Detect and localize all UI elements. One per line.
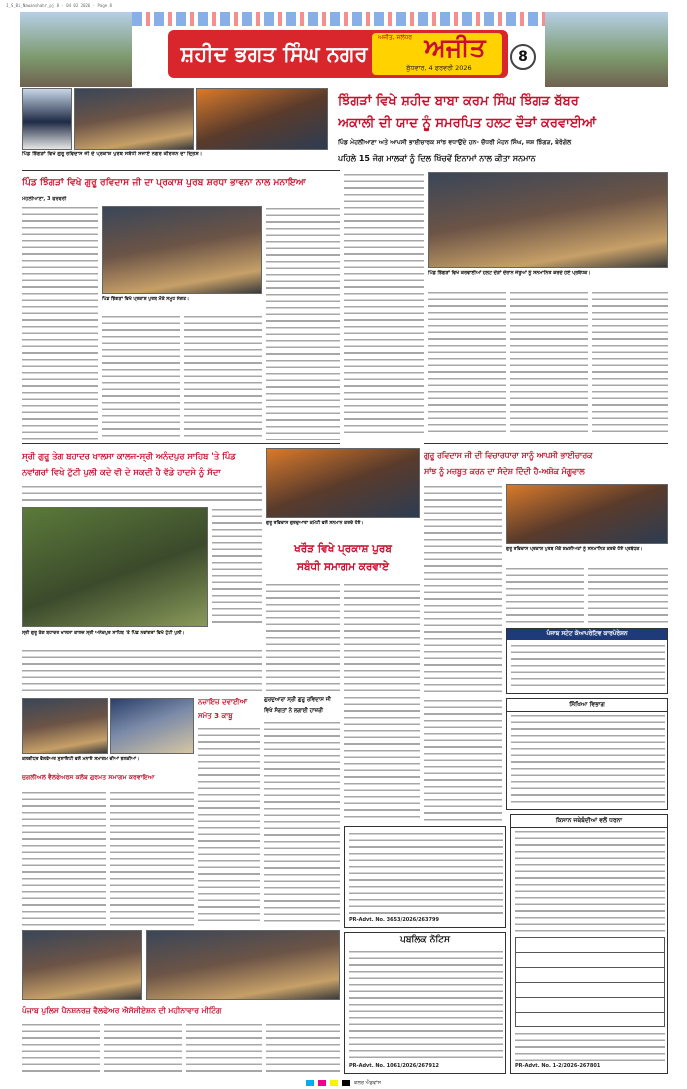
print-meta: I_S_Bi_Nawanshahr_pj 8 · 04 02 2026 · Page 8 <box>6 3 112 8</box>
brand-logo: ਅਜੀਤ <box>424 33 486 62</box>
story2-headline: ਪਿੰਡ ਝਿੰਗੜਾਂ ਵਿਖੇ ਗੁਰੂ ਰਵਿਦਾਸ ਜੀ ਦਾ ਪ੍ਰਕਾਸ਼ ਪੁਰਬ ਸ਼ਰਧਾ ਭਾਵਨਾ ਨਾਲ ਮਨਾਇਆ <box>22 177 306 188</box>
swatch-black <box>342 1080 350 1086</box>
story3-headline-line2: ਨਵਾਂਗਰਾਂ ਵਿਖੇ ਟੁੱਟੀ ਪੁਲੀ ਕਦੇ ਵੀ ਦੇ ਸਕਦੀ ਹੈ ਵੱਡੇ ਹਾਦਸੇ ਨੂੰ ਸੱਦਾ <box>22 467 221 477</box>
story9-headline: ਪੰਜਾਬ ਪੁਲਿਸ ਪੈਨਸ਼ਨਰਜ਼ ਵੈਲਫੇਅਰ ਐਸੋਸੀਏਸ਼ਨ ਦੀ ਮਹੀਨਾਵਾਰ ਮੀਟਿੰਗ <box>22 1006 222 1015</box>
story1-col1 <box>344 172 424 434</box>
story4-headline-line2: ਸਾਂਝ ਨੂੰ ਮਜ਼ਬੂਤ ਕਰਨ ਦਾ ਸੰਦੇਸ਼ ਦਿੰਦੀ ਹੈ-ਅਸ਼ੋਕ ਮੰਗੂਵਾਲ <box>424 467 585 476</box>
story7-col2 <box>110 790 194 926</box>
story3-caption: ਸ੍ਰੀ ਗੁਰੂ ਤੇਗ ਬਹਾਦਰ ਖਾਲਸਾ ਕਾਲਜ ਸ੍ਰੀ ਅਨੰਦਪੁਰ ਸਾਹਿਬ 'ਤੇ ਪਿੰਡ ਨਵਾਂਗਰਾਂ ਵਿਖੇ ਟੁੱਟੀ ਪੁਲੀ। <box>22 631 185 636</box>
story7-photo-2 <box>110 698 194 754</box>
story4-col2 <box>506 566 584 624</box>
notice-ad-title: ਕਿਸਾਨ ਜਥੇਬੰਦੀਆਂ ਵਲੋਂ ਧਰਨਾ <box>511 815 667 828</box>
story2-col3 <box>184 314 262 440</box>
brand-city: ਅਜੀਤ, ਜਲੰਧਰ <box>378 34 413 41</box>
photo-stage <box>196 88 328 150</box>
swatch-cyan <box>306 1080 314 1086</box>
pr-code-3: PR-Advt. No. 1-2/2026-267801 <box>515 1063 601 1069</box>
education-ad <box>506 698 668 810</box>
story2-col2 <box>102 314 180 440</box>
story2-col4 <box>266 206 340 440</box>
colors-label: ਕਲਰ ਐਡਵਾਂਸ <box>354 1079 381 1086</box>
pr-code-2: PR-Advt. No. 1061/2026/267912 <box>349 1063 439 1069</box>
notice-ad <box>510 814 668 1074</box>
story6-headline-line1: ਨਜ਼ਾਇਜ਼ ਦਵਾਈਆਂ <box>198 698 248 706</box>
education-title: ਸਿੱਖਿਆ ਵਿਭਾਗ <box>507 699 667 712</box>
masthead-photo-left <box>20 12 132 87</box>
story3-col-bottom <box>22 648 262 692</box>
story3-headline-line1: ਸ੍ਰੀ ਗੁਰੂ ਤੇਗ ਬਹਾਦਰ ਖਾਲਸਾ ਕਾਲਜ-ਸ੍ਰੀ ਅਨੰਦਪੁਰ ਸਾਹਿਬ 'ਤੇ ਪਿੰਡ <box>22 451 236 461</box>
story9-col3 <box>186 1022 262 1074</box>
section-title: ਸ਼ਹੀਦ ਭਗਤ ਸਿੰਘ ਨਗਰ <box>180 42 368 66</box>
story9-photo-1 <box>22 930 142 1000</box>
story4-photo <box>506 484 668 544</box>
story3-photo <box>22 507 208 627</box>
story8-col2 <box>344 695 420 821</box>
story5-headline-line2: ਸਬੰਧੀ ਸਮਾਗਮ ਕਰਵਾਏ <box>297 561 389 573</box>
story5-headline-line1: ਖਰੌੜ ਵਿਖੇ ਪ੍ਰਕਾਸ਼ ਪੁਰਬ <box>294 543 392 555</box>
story1-photo <box>428 172 668 268</box>
public-notice-body <box>349 949 503 1061</box>
story9-col4 <box>266 1022 340 1074</box>
story5-mid-caption: ਗੁਰੂ ਰਵਿਦਾਸ ਗੁਰਦੁਆਰਾ ਕਮੇਟੀ ਵਲੋਂ ਸਨਮਾਨ ਕਰਦੇ ਹੋਏ। <box>266 521 364 526</box>
public-notice <box>344 932 506 1074</box>
story7-headline: ਜੁਗਲੀਅਲ ਵੈਲਫੇਅਰਸ ਕਲੱਬ ਗੁਰਮਤ ਸਮਾਗਮ ਕਰਵਾਇਆ <box>22 774 155 781</box>
story6-headline-line2: ਸਮੇਤ 3 ਕਾਬੂ <box>198 712 233 720</box>
photo-portrait <box>22 88 72 150</box>
story4-col1 <box>424 484 502 692</box>
story4-caption: ਗੁਰੂ ਰਵਿਦਾਸ ਪ੍ਰਕਾਸ਼ ਪੁਰਬ ਮੌਕੇ ਸ਼ਖ਼ਸੀਅਤਾਂ ਨੂੰ ਸਨਮਾਨਿਤ ਕਰਦੇ ਹੋਏ ਪ੍ਰਬੰਧਕ। <box>506 547 643 552</box>
masthead-photo-right <box>545 12 668 87</box>
story5-col3 <box>424 698 502 824</box>
pr-notice-body <box>349 831 503 915</box>
story8-headline: ਗੁਰਦੁਆਰਾ ਸ੍ਰੀ ਗੁਰੂ ਰਵਿਦਾਸ ਜੀ ਵਿਖੇ ਸੰਗਤਾਂ ਨੇ ਲਗਾਈ ਹਾਜ਼ਰੀ <box>264 697 331 714</box>
story9-col1 <box>22 1022 100 1074</box>
story7-photo-1 <box>22 698 108 754</box>
story7-caption: ਕਲਗੀਧਰ ਵੈਲਫੇਅਰ ਸੁਸਾਇਟੀ ਵਲੋਂ ਮਨਾਏ ਸਮਾਗਮ ਦੀਆਂ ਝਲਕੀਆਂ। <box>22 757 140 762</box>
story3-col-side <box>212 507 262 627</box>
story9-col2 <box>104 1022 182 1074</box>
story1-headline-line1: ਝਿੰਗੜਾਂ ਵਿਖੇ ਸ਼ਹੀਦ ਬਾਬਾ ਕਰਮ ਸਿੰਘ ਝਿੰਗੜ ਬੱਬਰ <box>338 94 579 109</box>
story4-col3 <box>588 566 668 624</box>
story5-col2 <box>344 582 420 692</box>
pr-notice <box>344 826 506 928</box>
divider <box>424 443 668 444</box>
public-notice-title: ਪਬਲਿਕ ਨੋਟਿਸ <box>400 935 450 945</box>
tender-body <box>511 643 665 691</box>
story7-col1 <box>22 790 106 926</box>
top-caption: ਪਿੰਡ ਝਿੰਗੜਾਂ ਵਿਖੇ ਗੁਰੂ ਰਵਿਦਾਸ ਜੀ ਦੇ ਪ੍ਰਕਾਸ਼ ਪੁਰਬ ਸਬੰਧੀ ਸਜਾਏ ਨਗਰ ਕੀਰਤਨ ਦਾ ਦ੍ਰਿਸ਼। <box>22 151 203 157</box>
tender-ad <box>506 628 668 694</box>
story1-col4 <box>592 290 668 434</box>
pr-code-1: PR-Advt. No. 3653/2026/263799 <box>349 917 439 923</box>
education-body <box>511 713 665 807</box>
divider <box>22 443 340 444</box>
story1-deck-2: ਪਹਿਲੇ 15 ਜੋਗ ਮਾਲਕਾਂ ਨੂੰ ਦਿਲ ਖਿੱਚਵੇਂ ਇਨਾਮਾਂ ਨਾਲ ਕੀਤਾ ਸਨਮਾਨ <box>338 154 536 163</box>
story1-caption: ਪਿੰਡ ਝਿੰਗੜਾਂ ਵਿਖੇ ਕਰਵਾਈਆਂ ਹਲਟ ਦੌੜਾਂ ਦੌਰਾਨ ਜੇਤੂਆਂ ਨੂੰ ਸਨਮਾਨਿਤ ਕਰਦੇ ਹੋਏ ਪ੍ਰਬੰਧਕ। <box>428 271 591 276</box>
story4-headline-line1: ਗੁਰੂ ਰਵਿਦਾਸ ਜੀ ਦੀ ਵਿਚਾਰਧਾਰਾ ਸਾਨੂੰ ਆਪਸੀ ਭਾਈਚਾਰਕ <box>424 451 593 460</box>
story2-caption: ਪਿੰਡ ਝਿੰਗੜਾਂ ਵਿਖੇ ਪ੍ਰਕਾਸ਼ ਪੁਰਬ ਮੌਕੇ ਸਮੂਹ ਸੰਗਤ। <box>102 297 190 302</box>
story1-col2 <box>428 290 506 434</box>
story2-byline: ਮੇਹਲੀਆਣਾ, 3 ਫਰਵਰੀ <box>22 196 67 202</box>
masthead-pattern <box>132 12 545 26</box>
story1-col3 <box>510 290 588 434</box>
print-color-bar <box>0 1076 687 1089</box>
story8-col1 <box>264 720 340 926</box>
story5-col1 <box>266 582 340 692</box>
notice-ad-body-2 <box>515 1031 665 1061</box>
story6-col <box>198 726 260 926</box>
story5-photo <box>266 448 420 518</box>
swatch-magenta <box>318 1080 326 1086</box>
tender-title: ਪੰਜਾਬ ਸਟੇਟ ਕੋਆਪਰੇਟਿਵ ਕਾਰਪੋਰੇਸ਼ਨ <box>507 629 667 640</box>
story9-photo-2 <box>146 930 340 1000</box>
notice-ad-body-1 <box>515 829 665 933</box>
photo-procession <box>74 88 194 150</box>
story1-deck-1: ਪਿੰਡ ਮੇਹਲੀਆਣਾ ਅਤੇ ਆਪਸੀ ਭਾਈਚਾਰਕ ਸਾਂਝ ਵਧਾਉਂਦੇ ਹਨ- ਚੌਧਰੀ ਮੋਹਨ ਸਿੰਘ, ਜਸ਼ ਝਿੰਗੜ, ਬੇਰੋਗੋਲ <box>338 139 572 146</box>
page-number: 8 <box>510 44 536 70</box>
story1-headline-line2: ਅਕਾਲੀ ਦੀ ਯਾਦ ਨੂੰ ਸਮਰਪਿਤ ਹਲਟ ਦੌੜਾਂ ਕਰਵਾਈਆਂ <box>338 116 597 131</box>
story2-photo <box>102 206 262 294</box>
issue-date: ਬੁੱਧਵਾਰ, 4 ਫਰਵਰੀ 2026 <box>406 64 472 72</box>
story2-col1 <box>22 205 98 440</box>
divider <box>22 170 340 171</box>
story3-col-top <box>22 484 262 504</box>
notice-ad-table <box>515 937 665 1027</box>
swatch-yellow <box>330 1080 338 1086</box>
